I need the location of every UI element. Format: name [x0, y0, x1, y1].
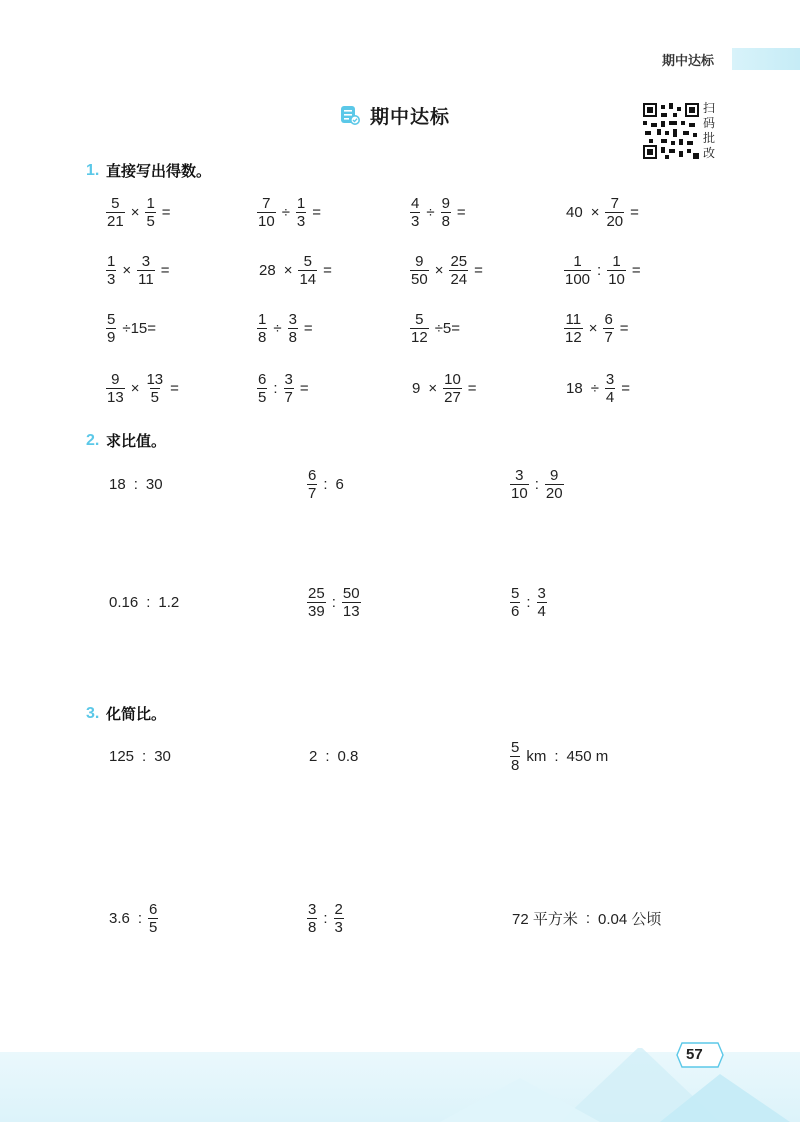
problem-item [255, 195, 325, 229]
fraction [605, 372, 615, 405]
math-token: 3.6 [109, 909, 130, 927]
math-token: ÷ [590, 379, 599, 397]
fraction-denominator: 8 [288, 328, 297, 346]
fraction [298, 254, 317, 287]
fraction-numerator: 13 [146, 370, 164, 388]
fraction-numerator: 4 [411, 194, 420, 212]
fraction-numerator: 5 [111, 194, 120, 212]
problem-item [408, 371, 481, 405]
problem-item [508, 739, 612, 773]
fraction-numerator: 7 [610, 194, 619, 212]
math-token: = [299, 379, 309, 397]
fraction-numerator: 50 [342, 584, 360, 602]
math-token: = [160, 261, 170, 279]
fraction-numerator: 5 [107, 310, 116, 328]
page-title-text: 期中达标 [370, 106, 451, 128]
math-token: 18 [109, 475, 126, 493]
fraction [564, 312, 583, 345]
fraction-numerator: 1 [573, 252, 582, 270]
math-token: : [325, 747, 330, 765]
fraction-denominator: 14 [299, 270, 317, 288]
math-token: : [142, 747, 147, 765]
problem-item [408, 311, 464, 345]
section-number: 1. [86, 161, 100, 179]
fraction-denominator: 3 [107, 270, 116, 288]
fraction-denominator: 8 [258, 328, 267, 346]
fraction-numerator: 1 [296, 194, 306, 212]
fraction-denominator: 3 [334, 918, 343, 936]
fraction-numerator: 5 [511, 738, 520, 756]
problem-item [408, 195, 470, 229]
problem-item [104, 195, 175, 229]
fraction-numerator: 1 [107, 252, 116, 270]
fraction [545, 468, 564, 501]
math-token: = [630, 203, 639, 221]
header-tag [640, 48, 800, 70]
math-token: : [534, 475, 539, 493]
fraction-numerator: 3 [605, 370, 615, 388]
fraction [106, 196, 125, 229]
fraction [257, 372, 267, 405]
fraction-numerator: 6 [258, 370, 267, 388]
fraction [106, 254, 116, 287]
fraction-denominator: 7 [308, 484, 317, 502]
fraction [257, 196, 276, 229]
fraction [288, 312, 298, 345]
fraction [443, 372, 462, 405]
math-token: 72 平方米 [512, 910, 578, 928]
fraction-denominator: 11 [138, 270, 154, 288]
fraction [564, 254, 591, 287]
fraction [510, 468, 529, 501]
fraction-denominator: 5 [150, 388, 159, 406]
section-title: 直接写出得数。 [106, 163, 212, 180]
fraction-denominator: 3 [296, 212, 306, 230]
math-token: × [428, 379, 438, 397]
math-token: : [137, 909, 143, 927]
math-token: 28 [259, 261, 276, 279]
math-token: = [323, 261, 332, 279]
section-title: 求比值。 [106, 433, 167, 450]
fraction-numerator: 25 [450, 252, 468, 270]
problem-item [104, 311, 160, 345]
math-token: : [526, 593, 531, 611]
fraction-numerator: 6 [308, 466, 317, 484]
fraction-denominator: 10 [258, 212, 275, 230]
math-token: ÷ [426, 203, 435, 221]
fraction-numerator: 6 [604, 310, 613, 328]
problem-item [105, 585, 183, 619]
math-token: 125 [109, 747, 135, 765]
math-token: : [323, 909, 328, 927]
fraction-numerator: 10 [444, 370, 461, 388]
math-token: ÷15= [122, 319, 157, 337]
math-token: = [631, 261, 641, 279]
math-token: × [434, 261, 444, 279]
fraction-denominator: 10 [608, 270, 625, 288]
section-2-header [86, 430, 166, 451]
header-tag-text: 期中达标 [662, 53, 715, 68]
math-token: 40 [566, 203, 583, 221]
problem-item [562, 253, 645, 287]
fraction [296, 196, 306, 229]
fraction [410, 196, 420, 229]
section-number: 2. [86, 431, 100, 449]
problem-item [104, 253, 173, 287]
math-token: 6 [335, 475, 344, 493]
qr-code[interactable] [643, 103, 699, 159]
fraction-denominator: 24 [450, 270, 468, 288]
fraction-numerator: 7 [262, 194, 271, 212]
problem-item [255, 253, 336, 287]
fraction [449, 254, 468, 287]
fraction-numerator: 5 [511, 584, 520, 602]
fraction-numerator: 3 [141, 252, 151, 270]
section-1-header [86, 160, 211, 181]
fraction-denominator: 5 [258, 388, 267, 406]
math-token: ÷ [273, 319, 282, 337]
problem-item [105, 467, 167, 501]
math-token: × [588, 319, 598, 337]
problem-item [305, 467, 348, 501]
problem-item [305, 585, 363, 619]
fraction-denominator: 7 [284, 388, 293, 406]
math-token: : [146, 593, 151, 611]
fraction-denominator: 27 [444, 388, 461, 406]
fraction-denominator: 8 [308, 918, 317, 936]
section-number: 3. [86, 704, 100, 722]
fraction-denominator: 6 [511, 602, 520, 620]
fraction-denominator: 4 [537, 602, 546, 620]
math-token: 30 [145, 475, 163, 493]
math-token: × [122, 261, 132, 279]
fraction-denominator: 5 [149, 918, 158, 936]
qr-label: 扫码批改 [703, 101, 716, 160]
fraction-numerator: 9 [441, 194, 450, 212]
math-token: = [456, 203, 466, 221]
header-bar [732, 48, 800, 70]
problem-item [562, 311, 633, 345]
fraction-numerator: 25 [308, 584, 325, 602]
fraction [510, 586, 520, 619]
fraction [342, 586, 361, 619]
fraction [145, 196, 155, 229]
fraction [441, 196, 451, 229]
math-token: 0.16 [109, 593, 139, 611]
fraction [410, 312, 429, 345]
page-number: 57 [686, 1046, 703, 1063]
worksheet-icon [340, 105, 360, 125]
math-token: = [312, 203, 322, 221]
math-token: 30 [154, 747, 171, 765]
problem-item [562, 195, 643, 229]
math-token: = [474, 261, 483, 279]
section-title: 化简比。 [106, 706, 167, 723]
fraction-denominator: 10 [511, 484, 528, 502]
math-token: ÷ [281, 203, 290, 221]
math-token: : [597, 261, 602, 279]
fraction-numerator: 5 [303, 252, 312, 270]
fraction-numerator: 3 [515, 466, 524, 484]
fraction-numerator: 5 [415, 310, 424, 328]
math-token: 18 [566, 379, 583, 397]
fraction [145, 372, 164, 405]
math-token: = [161, 203, 171, 221]
math-token: ÷5= [434, 319, 461, 337]
fraction-numerator: 9 [111, 370, 120, 388]
math-token: = [619, 319, 629, 337]
page-title [340, 102, 450, 128]
fraction [137, 254, 155, 287]
fraction-numerator: 1 [612, 252, 621, 270]
fraction-numerator: 11 [565, 310, 582, 328]
fraction-denominator: 13 [107, 388, 124, 406]
math-token: 0.8 [337, 747, 359, 765]
math-token: = [170, 379, 179, 397]
problem-item [408, 253, 487, 287]
problem-item [508, 901, 665, 935]
fraction-denominator: 12 [411, 328, 428, 346]
fraction [607, 254, 626, 287]
problem-item [105, 901, 160, 935]
math-token: = [303, 319, 313, 337]
fraction-denominator: 13 [342, 602, 360, 620]
math-token: : [554, 747, 559, 765]
fraction [603, 312, 613, 345]
problem-item [104, 371, 183, 405]
problem-item [508, 467, 566, 501]
fraction-denominator: 50 [411, 270, 428, 288]
fraction [537, 586, 547, 619]
fraction-denominator: 12 [565, 328, 582, 346]
fraction-denominator: 5 [146, 212, 155, 230]
problem-item [305, 739, 362, 773]
fraction-numerator: 3 [537, 584, 546, 602]
fraction-denominator: 21 [107, 212, 124, 230]
fraction [605, 196, 624, 229]
problem-item [305, 901, 346, 935]
math-token: : [331, 593, 336, 611]
problem-item [105, 739, 175, 773]
fraction-numerator: 3 [308, 900, 317, 918]
section-3-header [86, 703, 166, 724]
fraction-numerator: 3 [284, 370, 293, 388]
fraction-numerator: 9 [550, 466, 559, 484]
math-token: : [585, 909, 591, 927]
fraction [510, 740, 520, 773]
math-token: 9 [412, 379, 421, 397]
fraction-numerator: 1 [258, 310, 267, 328]
fraction [106, 312, 116, 345]
math-token: 2 [309, 747, 318, 765]
fraction [307, 902, 317, 935]
problem-item [255, 371, 313, 405]
fraction-denominator: 20 [606, 212, 624, 230]
math-token: 450 m [566, 747, 609, 765]
fraction [106, 372, 125, 405]
math-token: = [467, 379, 477, 397]
fraction-denominator: 20 [545, 484, 563, 502]
math-token: × [130, 379, 140, 397]
math-token: : [133, 475, 138, 493]
fraction-denominator: 3 [411, 212, 420, 230]
math-token: = [621, 379, 631, 397]
math-token: × [283, 261, 293, 279]
fraction-denominator: 8 [441, 212, 450, 230]
fraction [284, 372, 294, 405]
fraction-numerator: 1 [146, 194, 155, 212]
problem-item [508, 585, 549, 619]
fraction-denominator: 7 [604, 328, 613, 346]
fraction-numerator: 6 [149, 900, 158, 918]
math-token: × [130, 203, 140, 221]
fraction-numerator: 2 [334, 900, 343, 918]
math-token: : [323, 475, 328, 493]
problem-item [562, 371, 634, 405]
fraction [307, 468, 317, 501]
fraction [148, 902, 158, 935]
fraction-denominator: 39 [308, 602, 325, 620]
fraction-numerator: 3 [288, 310, 297, 328]
math-token: km [526, 747, 547, 765]
fraction-denominator: 100 [565, 270, 591, 288]
fraction [410, 254, 429, 287]
fraction-denominator: 8 [511, 756, 520, 774]
fraction-denominator: 9 [107, 328, 116, 346]
fraction-numerator: 9 [415, 252, 424, 270]
math-token: 0.04 公顷 [598, 910, 662, 928]
fraction [334, 902, 344, 935]
problem-item [255, 311, 317, 345]
fraction [257, 312, 267, 345]
fraction-denominator: 4 [605, 388, 615, 406]
math-token: 1.2 [158, 593, 180, 611]
math-token: : [273, 379, 278, 397]
math-token: × [590, 203, 600, 221]
fraction [307, 586, 326, 619]
